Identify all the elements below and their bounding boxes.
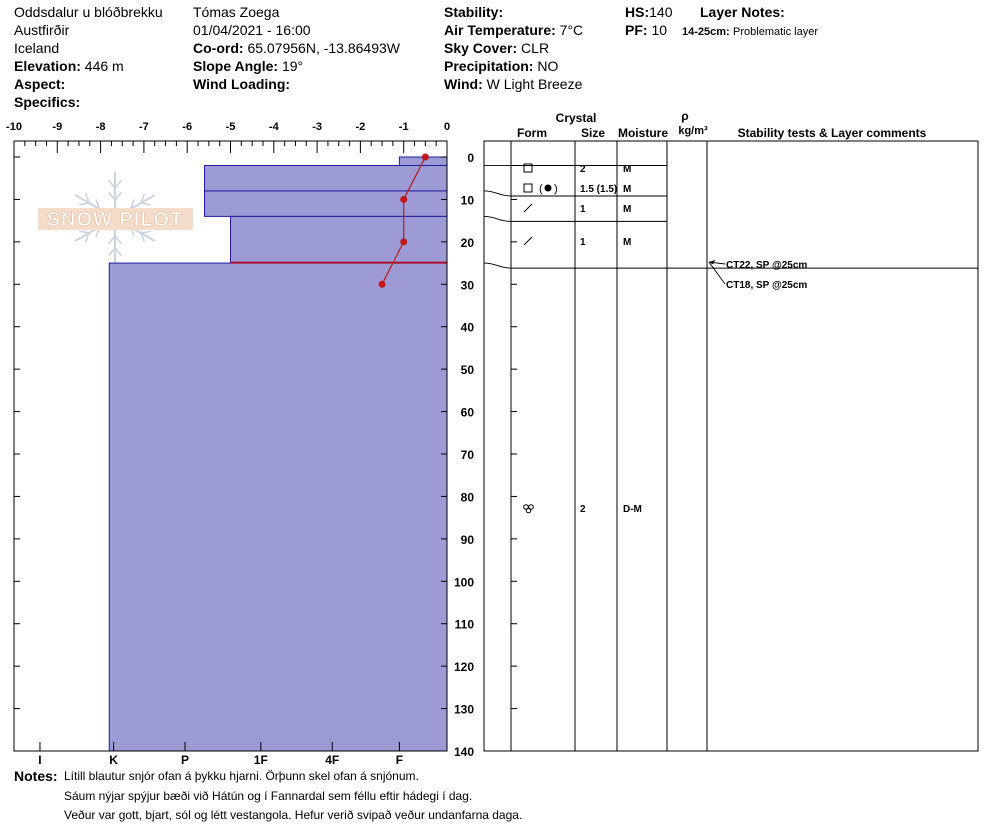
crystal-form-symbol [524, 184, 532, 192]
sky-value: CLR [521, 40, 550, 56]
density-unit-header: kg/m³ [678, 125, 708, 137]
temp-tick-label: -7 [139, 121, 149, 133]
coord-value: 65.07956N, -13.86493W [247, 40, 400, 56]
crystal-form-paren: ( [539, 183, 543, 195]
crystal-form-symbol [526, 508, 531, 513]
snowflake-branch [141, 203, 151, 205]
wind-value: W Light Breeze [486, 76, 583, 92]
hardness-layer-bar [231, 216, 448, 263]
depth-tick-label: 70 [460, 448, 474, 462]
temp-tick-label: -9 [52, 121, 63, 133]
hardness-label: 4F [325, 753, 340, 767]
depth-tick-label: 60 [460, 405, 474, 420]
snowpilot-watermark [38, 172, 193, 264]
depth-tick-label: 50 [460, 363, 474, 378]
notes-line-1: Lítill blautur snjór ofan á þykku hjarni. Örþunn skel ofan á snjónum. [64, 769, 419, 783]
crystal-form-secondary [545, 185, 552, 192]
moisture-value: M [623, 204, 632, 215]
depth-tick-label: 130 [453, 702, 474, 717]
layer-table [484, 109, 978, 751]
crystal-size-value: 1 [580, 204, 586, 215]
rho-header: ρ [681, 109, 689, 123]
wind-label: Wind: [444, 76, 483, 92]
temperature-point [422, 154, 429, 161]
table-frame [484, 141, 978, 751]
size-header: Size [580, 126, 606, 140]
depth-tick-label: 0 [467, 151, 474, 165]
temp-tick-label: 0 [443, 121, 451, 133]
elevation-value: 446 m [84, 58, 124, 74]
observer-name: Tómas Zoega [193, 4, 280, 20]
form-header: Form [517, 126, 547, 140]
crystal-size-value: 1 [580, 237, 586, 248]
temperature-point [400, 196, 407, 203]
depth-tick-label: 120 [453, 660, 474, 675]
hardness-layer-bar [109, 263, 447, 751]
crystal-form-paren: ) [554, 183, 558, 195]
hs-label: HS: [625, 4, 650, 20]
aspect-label: Aspect: [14, 76, 66, 92]
depth-tick-label: 40 [460, 320, 474, 335]
notes-section [14, 766, 523, 822]
slope-label: Slope Angle: [193, 58, 279, 74]
air-temp-value: 7°C [559, 22, 584, 38]
snowflake-branch [79, 231, 89, 233]
layer-connector [484, 191, 511, 196]
moisture-value: D-M [623, 504, 642, 515]
temp-tick-label: -4 [268, 121, 279, 133]
slope-value: 19° [281, 58, 304, 74]
specifics-label: Specifics: [14, 94, 81, 110]
country-name: Iceland [14, 40, 60, 56]
hardness-layers [109, 157, 447, 751]
stability-header: Stability tests & Layer comments [737, 126, 927, 140]
crystal-size-value: 1.5 (1.5) [580, 184, 618, 195]
sky-label: Sky Cover: [444, 40, 518, 56]
depth-tick-label: 100 [453, 575, 474, 590]
stability-test-text: CT22, SP @25cm [726, 260, 808, 271]
crystal-form-symbol [524, 204, 532, 212]
wind-loading-label: Wind Loading: [193, 76, 291, 92]
snowflake-branch [141, 231, 151, 233]
temp-tick-label: -1 [398, 121, 409, 133]
layer-note-text: Problematic layer [733, 26, 819, 38]
moisture-value: M [623, 237, 632, 248]
temp-tick-label: -3 [312, 121, 322, 133]
hardness-label: I [38, 753, 42, 767]
depth-tick-label: 80 [460, 490, 474, 505]
layer-note-range: 14-25cm: [682, 26, 730, 38]
crystal-header: Crystal [555, 111, 597, 125]
hardness-label: P [181, 753, 190, 767]
observation-datetime: 01/04/2021 - 16:00 [193, 22, 311, 38]
hardness-label: 1F [253, 753, 268, 767]
stability-label: Stability: [444, 4, 504, 20]
coord-label: Co-ord: [193, 40, 244, 56]
stability-arrow-line [709, 262, 725, 284]
location-name: Oddsdalur u blóðbrekku [14, 4, 163, 20]
watermark-text: SNOW PILOT [46, 209, 184, 231]
crystal-form-symbol [524, 237, 532, 245]
layer-notes-label: Layer Notes: [700, 4, 785, 20]
pf-value: 10 [651, 22, 668, 38]
moisture-value: M [623, 164, 632, 175]
notes-line-2: Sáum nýjar spýjur bæði við Hátún og í Fannardal sem féllu eftir hádegi í dag. [64, 789, 473, 803]
hs-value: 140 [649, 4, 673, 20]
moisture-header: Moisture [617, 126, 669, 140]
layer-connector [484, 216, 511, 221]
hardness-layer-bar [205, 191, 447, 216]
temp-tick-label: -10 [6, 121, 22, 133]
precip-label: Precipitation: [444, 58, 534, 74]
moisture-value: M [623, 184, 632, 195]
notes-line-3: Veður var gott, bjart, sól og létt vestangola. Hefur verið svipað veður undanfarna daga. [64, 808, 523, 822]
precip-value: NO [537, 58, 559, 74]
crystal-size-value: 2 [580, 504, 586, 515]
layer-connector [484, 263, 511, 268]
snowflake-branch [79, 203, 89, 205]
depth-tick-label: 140 [453, 745, 474, 759]
hardness-label: F [395, 753, 404, 767]
notes-label: Notes: [14, 768, 58, 784]
temp-tick-label: -2 [355, 121, 366, 133]
depth-tick-label: 10 [460, 193, 474, 208]
depth-tick-label: 110 [454, 617, 474, 632]
temp-tick-label: -6 [182, 121, 193, 133]
hardness-label: K [109, 753, 118, 767]
temp-tick-label: -8 [95, 121, 106, 133]
depth-tick-label: 30 [460, 278, 474, 293]
air-temp-label: Air Temperature: [444, 22, 556, 38]
pf-label: PF: [625, 22, 648, 38]
temp-tick-label: -5 [225, 121, 236, 133]
stability-test-text: CT18, SP @25cm [726, 280, 808, 291]
temperature-point [400, 238, 407, 245]
elevation-label: Elevation: [14, 58, 81, 74]
temperature-point [379, 281, 386, 288]
depth-tick-label: 20 [460, 235, 474, 250]
depth-tick-label: 90 [460, 532, 474, 547]
crystal-size-value: 2 [580, 164, 586, 175]
region-name: Austfirðir [14, 22, 70, 38]
